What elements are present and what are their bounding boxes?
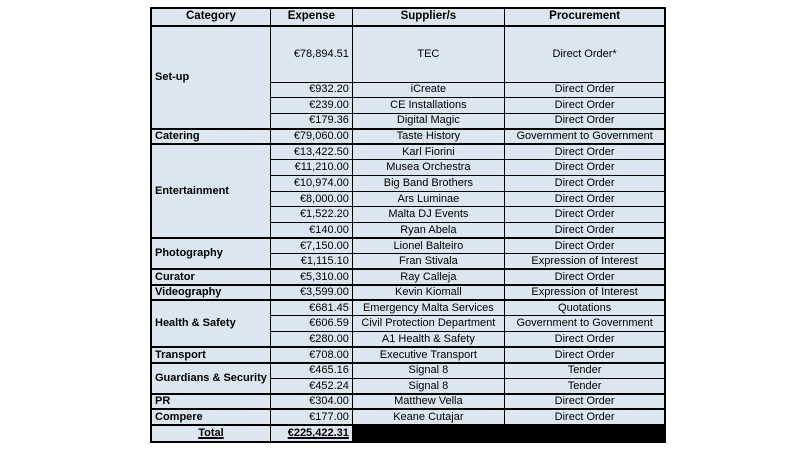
procurement-cell: Direct Order (504, 332, 665, 348)
category-cell: PR (151, 394, 270, 410)
procurement-cell: Tender (504, 378, 665, 394)
table-row (151, 347, 665, 363)
expense-cell: €304.00 (270, 394, 352, 410)
table-header (151, 8, 665, 26)
supplier-cell: Signal 8 (352, 378, 504, 394)
column-header-supplier: Supplier/s (352, 8, 504, 26)
expense-cell: €606.59 (270, 316, 352, 332)
procurement-cell: Expression of Interest (504, 254, 665, 270)
supplier-cell: Ars Luminae (352, 191, 504, 207)
expense-cell: €1,115.10 (270, 254, 352, 270)
table-body (151, 26, 665, 425)
total-value: €225,422.31 (270, 425, 352, 442)
expense-cell: €239.00 (270, 98, 352, 114)
supplier-cell: Lionel Balteiro (352, 238, 504, 254)
procurement-cell: Direct Order (504, 269, 665, 285)
total-filler-cell (352, 425, 665, 442)
table-row (151, 285, 665, 301)
supplier-cell: Kevin Kiomall (352, 285, 504, 301)
procurement-cell: Direct Order (504, 207, 665, 223)
expense-table (150, 7, 666, 443)
category-cell: Photography (151, 238, 270, 269)
supplier-cell: Ray Calleja (352, 269, 504, 285)
supplier-cell: Musea Orchestra (352, 160, 504, 176)
expense-cell: €708.00 (270, 347, 352, 363)
procurement-cell: Expression of Interest (504, 285, 665, 301)
table-row (151, 300, 665, 316)
expense-cell: €681.45 (270, 300, 352, 316)
category-cell: Transport (151, 347, 270, 363)
column-header-category: Category (151, 8, 270, 26)
expense-cell: €78,894.51 (270, 26, 352, 82)
expense-cell: €452.24 (270, 378, 352, 394)
expense-cell: €13,422.50 (270, 144, 352, 160)
supplier-cell: Keane Cutajar (352, 409, 504, 425)
category-cell: Guardians & Security (151, 363, 270, 394)
total-label: Total (151, 425, 270, 442)
procurement-cell: Government to Government (504, 316, 665, 332)
supplier-cell: Signal 8 (352, 363, 504, 379)
category-cell: Videography (151, 285, 270, 301)
expense-cell: €11,210.00 (270, 160, 352, 176)
supplier-cell: Taste History (352, 129, 504, 145)
supplier-cell: Malta DJ Events (352, 207, 504, 223)
expense-cell: €140.00 (270, 222, 352, 238)
procurement-cell: Direct Order (504, 98, 665, 114)
column-header-procurement: Procurement (504, 8, 665, 26)
expense-cell: €179.36 (270, 113, 352, 129)
expense-cell: €5,310.00 (270, 269, 352, 285)
supplier-cell: Fran Stivala (352, 254, 504, 270)
expense-cell: €280.00 (270, 332, 352, 348)
table-row (151, 394, 665, 410)
table-row (151, 144, 665, 160)
procurement-cell: Direct Order (504, 222, 665, 238)
expense-cell: €79,060.00 (270, 129, 352, 145)
supplier-cell: iCreate (352, 82, 504, 98)
table-row (151, 269, 665, 285)
expense-cell: €10,974.00 (270, 176, 352, 192)
supplier-cell: Emergency Malta Services (352, 300, 504, 316)
header-row (151, 8, 665, 26)
procurement-cell: Direct Order (504, 144, 665, 160)
table-row (151, 363, 665, 379)
total-row (151, 425, 665, 442)
column-header-expense: Expense (270, 8, 352, 26)
supplier-cell: Civil Protection Department (352, 316, 504, 332)
procurement-cell: Direct Order (504, 82, 665, 98)
supplier-cell: TEC (352, 26, 504, 82)
expense-cell: €1,522.20 (270, 207, 352, 223)
procurement-cell: Direct Order (504, 394, 665, 410)
expense-cell: €8,000.00 (270, 191, 352, 207)
procurement-cell: Direct Order (504, 409, 665, 425)
procurement-cell: Direct Order (504, 347, 665, 363)
table-row (151, 26, 665, 82)
procurement-cell: Direct Order* (504, 26, 665, 82)
procurement-cell: Direct Order (504, 113, 665, 129)
procurement-cell: Direct Order (504, 176, 665, 192)
procurement-cell: Tender (504, 363, 665, 379)
table-footer (151, 425, 665, 442)
category-cell: Health & Safety (151, 300, 270, 347)
expense-cell: €3,599.00 (270, 285, 352, 301)
category-cell: Curator (151, 269, 270, 285)
expense-cell: €932.20 (270, 82, 352, 98)
table-row (151, 409, 665, 425)
expense-cell: €177.00 (270, 409, 352, 425)
procurement-cell: Government to Government (504, 129, 665, 145)
expense-cell: €7,150.00 (270, 238, 352, 254)
supplier-cell: Karl Fiorini (352, 144, 504, 160)
supplier-cell: Digital Magic (352, 113, 504, 129)
supplier-cell: A1 Health & Safety (352, 332, 504, 348)
table-row (151, 238, 665, 254)
table-row (151, 129, 665, 145)
procurement-cell: Direct Order (504, 160, 665, 176)
category-cell: Compere (151, 409, 270, 425)
supplier-cell: Executive Transport (352, 347, 504, 363)
supplier-cell: CE Installations (352, 98, 504, 114)
category-cell: Catering (151, 129, 270, 145)
category-cell: Entertainment (151, 144, 270, 238)
supplier-cell: Big Band Brothers (352, 176, 504, 192)
procurement-cell: Direct Order (504, 238, 665, 254)
supplier-cell: Ryan Abela (352, 222, 504, 238)
supplier-cell: Matthew Vella (352, 394, 504, 410)
procurement-cell: Direct Order (504, 191, 665, 207)
procurement-cell: Quotations (504, 300, 665, 316)
category-cell: Set-up (151, 26, 270, 129)
expense-cell: €465.16 (270, 363, 352, 379)
